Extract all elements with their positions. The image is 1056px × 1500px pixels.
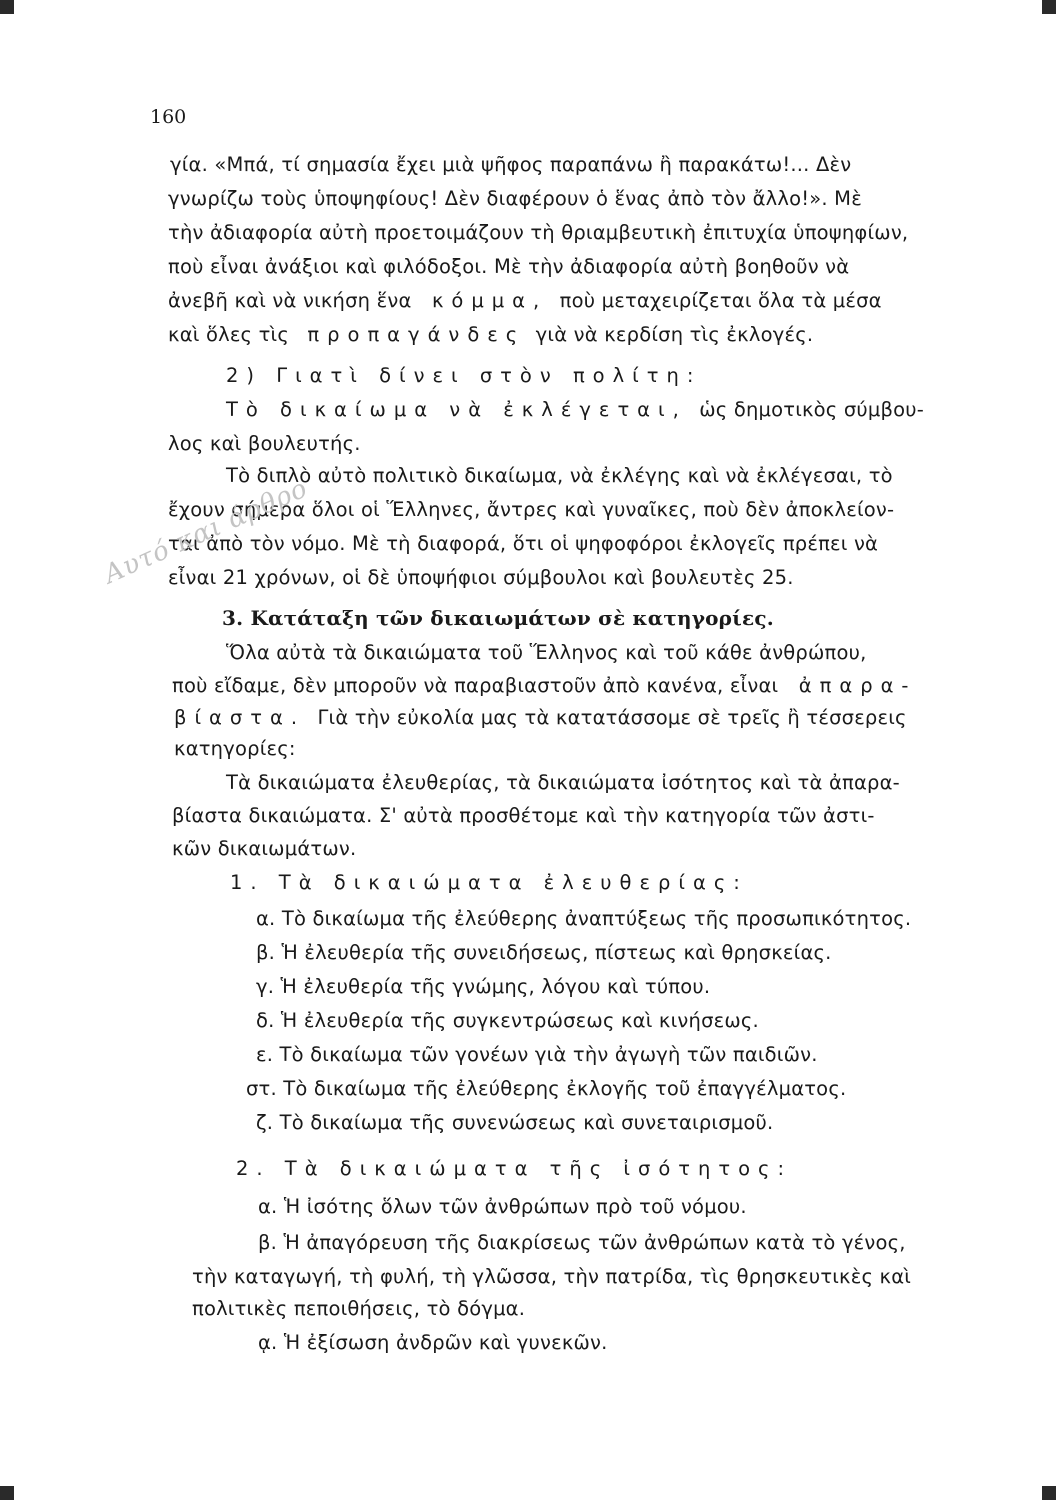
spaced-word: ἀπαρα- — [798, 674, 917, 697]
text-line: κατηγορίες: — [174, 737, 296, 760]
text-line: εἶναι 21 χρόνων, οἱ δὲ ὑποψήφιοι σύμβουλοι καὶ βουλευτὲς 25. — [168, 566, 794, 589]
text-line: κῶν δικαιωμάτων. — [172, 837, 357, 860]
text-line: γία. «Μπά, τί σημασία ἔχει μιὰ ψῆφος παραπάνω ἢ παρακάτω!... Δὲν — [170, 153, 852, 176]
scan-corner-top-left — [0, 0, 14, 14]
spaced-word: κόμμα, — [431, 289, 548, 312]
text-line: πολιτικὲς πεποιθήσεις, τὸ δόγμα. — [192, 1297, 526, 1320]
text-line: τὴν καταγωγή, τὴ φυλή, τὴ γλῶσσα, τὴν πατρίδα, τὶς θρησκευτικὲς καὶ — [192, 1265, 912, 1288]
list-item: ε. Τὸ δικαίωμα τῶν γονέων γιὰ τὴν ἀγωγὴ τῶν παιδιῶν. — [256, 1043, 818, 1066]
scan-corner-top-right — [1042, 0, 1056, 14]
list-item: ᾳ. Ἡ ἐξίσωση ἀνδρῶν καὶ γυνεκῶν. — [258, 1331, 608, 1354]
text-line: Ὅλα αὐτὰ τὰ δικαιώματα τοῦ Ἕλληνος καὶ τοῦ κάθε ἀνθρώπου, — [226, 641, 867, 664]
list-item: β. Ἡ ἐλευθερία τῆς συνειδήσεως, πίστεως καὶ θρησκείας. — [256, 941, 832, 964]
text-run: ποὺ μεταχειρίζεται ὅλα τὰ μέσα — [559, 289, 882, 312]
text-line: ἔχουν σήμερα ὅλοι οἱ Ἕλληνες, ἄντρες καὶ γυναῖκες, ποὺ δὲν ἀποκλείον- — [168, 498, 895, 521]
text-line: γνωρίζω τοὺς ὑποψηφίους! Δὲν διαφέρουν ὁ ἕνας ἀπὸ τὸν ἄλλο!». Μὲ — [168, 187, 862, 210]
text-run: ποὺ εἴδαμε, δὲν μποροῦν νὰ παραβιαστοῦν ἀπὸ κανένα, εἶναι — [172, 674, 779, 697]
handwritten-margin-note: Αυτό και άρθρο — [99, 473, 313, 590]
list-title: 2. Τὰ δικαιώματα τῆς ἰσότητος: — [236, 1157, 793, 1180]
text-run: Γιὰ τὴν εὐκολία μας τὰ κατατάσσομε σὲ τρεῖς ἢ τέσσερεις — [317, 706, 907, 729]
list-item: ζ. Τὸ δικαίωμα τῆς συνενώσεως καὶ συνεταιρισμοῦ. — [256, 1111, 774, 1134]
text-run: καὶ ὅλες τὶς — [168, 323, 289, 346]
list-item: α. Τὸ δικαίωμα τῆς ἐλεύθερης ἀναπτύξεως τῆς προσωπικότητος. — [256, 907, 912, 930]
text-line — [168, 322, 813, 348]
subsection-title: 2) Γιατὶ δίνει στὸν πολίτη: — [226, 364, 702, 387]
text-line: τὴν ἀδιαφορία αὐτὴ προετοιμάζουν τὴ θριαμβευτικὴ ἐπιτυχία ὑποψηφίων, — [168, 221, 909, 244]
spaced-word: προπαγάνδες — [307, 323, 526, 346]
text-line — [172, 673, 916, 699]
text-line: ται ἀπὸ τὸν νόμο. Μὲ τὴ διαφορά, ὅτι οἱ ψηφοφόροι ἐκλογεῖς πρέπει νὰ — [168, 532, 879, 555]
text-line: βίαστα δικαιώματα. Σ' αὐτὰ προσθέτομε καὶ τὴν κατηγορία τῶν ἀστι- — [172, 804, 875, 827]
spaced-phrase: Τὸ δικαίωμα νὰ ἐκλέγεται, — [226, 398, 687, 421]
list-item: γ. Ἡ ἐλευθερία τῆς γνώμης, λόγου καὶ τύπου. — [256, 975, 711, 998]
text-line — [226, 397, 924, 423]
list-title: 1. Τὰ δικαιώματα ἐλευθερίας: — [230, 871, 748, 894]
text-run: γιὰ νὰ κερδίση τὶς ἐκλογές. — [535, 323, 814, 346]
text-line: ποὺ εἶναι ἀνάξιοι καὶ φιλόδοξοι. Μὲ τὴν ἀδιαφορία αὐτὴ βοηθοῦν νὰ — [168, 255, 850, 278]
list-item: β. Ἡ ἀπαγόρευση τῆς διακρίσεως τῶν ἀνθρώπων κατὰ τὸ γένος, — [258, 1231, 906, 1254]
text-line: Τὸ διπλὸ αὐτὸ πολιτικὸ δικαίωμα, νὰ ἐκλέγης καὶ νὰ ἐκλέγεσαι, τὸ — [226, 464, 893, 487]
text-line — [168, 288, 882, 314]
section-heading: 3. Κατάταξη τῶν δικαιωμάτων σὲ κατηγορίες. — [222, 606, 774, 630]
text-run: ὡς δημοτικὸς σύμβου- — [699, 398, 924, 421]
text-run: ἀνεβῆ καὶ νὰ νικήση ἕνα — [168, 289, 412, 312]
scan-corner-bottom-left — [0, 1486, 14, 1500]
scan-corner-bottom-right — [1042, 1486, 1056, 1500]
spaced-word: βίαστα. — [174, 706, 306, 729]
text-line: λος καὶ βουλευτής. — [168, 432, 361, 455]
page-number: 160 — [150, 106, 187, 128]
list-item: στ. Τὸ δικαίωμα τῆς ἐλεύθερης ἐκλογῆς τοῦ ἐπαγγέλματος. — [246, 1077, 847, 1100]
text-line — [174, 705, 907, 731]
list-item: δ. Ἡ ἐλευθερία τῆς συγκεντρώσεως καὶ κινήσεως. — [256, 1009, 759, 1032]
list-item: α. Ἡ ἰσότης ὅλων τῶν ἀνθρώπων πρὸ τοῦ νόμου. — [258, 1195, 747, 1218]
text-line: Τὰ δικαιώματα ἐλευθερίας, τὰ δικαιώματα ἰσότητος καὶ τὰ ἀπαρα- — [226, 771, 900, 794]
